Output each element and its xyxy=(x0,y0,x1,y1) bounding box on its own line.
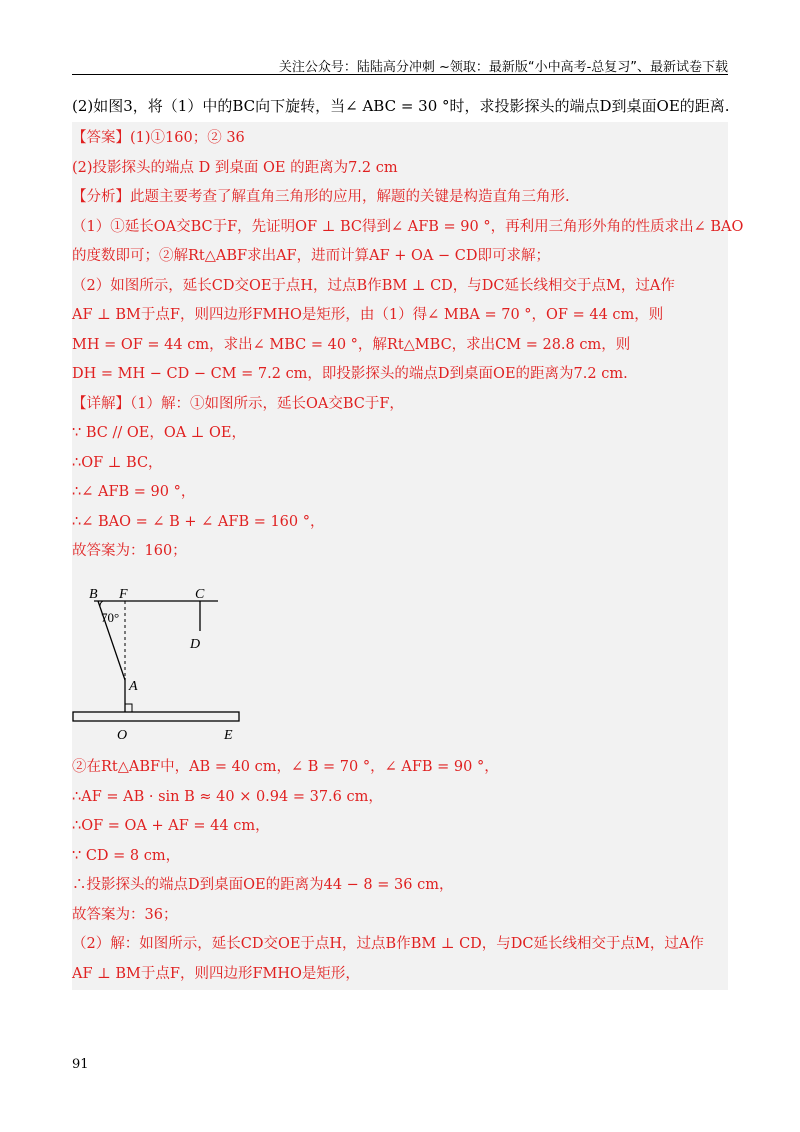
label-D: D xyxy=(190,637,201,652)
solution-line: AF ⊥ BM于点F，则四边形FMHO是矩形，由（1）得∠ MBA = 70 °，OF = 44 cm，则 xyxy=(72,307,664,323)
header-rule xyxy=(72,74,728,75)
solution-line: AF ⊥ BM于点F，则四边形FMHO是矩形， xyxy=(72,965,360,982)
solution-line: DH = MH − CD − CM = 7.2 cm，即投影探头的端点D到桌面OE的距离为7.2 cm. xyxy=(72,366,628,382)
page-number: 91 xyxy=(72,1057,89,1072)
label-F: F xyxy=(119,587,128,602)
solution-line: 故答案为：160； xyxy=(72,543,187,559)
solution-line: 【答案】(1)①160；② 36 xyxy=(72,130,245,146)
solution-line: （2）解：如图所示，延长CD交OE于点H，过点B作BM ⊥ CD，与DC延长线相交于点M，过A作 xyxy=(72,936,704,952)
solution-line: ②在Rt△ABF中，AB = 40 cm，∠ B = 70 °，∠ AFB = 90 °， xyxy=(72,759,499,775)
label-A: A xyxy=(129,679,138,694)
solution-panel xyxy=(72,122,744,990)
solution-line: ∴∠ AFB = 90 °， xyxy=(72,484,196,500)
solution-line: 的度数即可；②解Rt△ABF求出AF，进而计算AF + OA − CD即可求解； xyxy=(72,248,550,264)
page-header: 关注公众号：陆陆高分冲刺 ~领取：最新版“小中高考-总复习”、最新试卷下载 xyxy=(278,60,728,75)
solution-line: （1）①延长OA交BC于F，先证明OF ⊥ BC得到∠ AFB = 90 °，再利用三角形外角的性质求出∠ BAO xyxy=(72,218,744,235)
label-C: C xyxy=(195,587,205,602)
solution-line: ∵ BC // OE，OA ⊥ OE， xyxy=(72,425,246,441)
solution-line: ∴OF = OA + AF = 44 cm， xyxy=(72,818,270,834)
solution-line: ∵ CD = 8 cm， xyxy=(72,847,181,864)
solution-line: ∴投影探头的端点D到桌面OE的距离为44 − 8 = 36 cm， xyxy=(72,877,454,893)
solution-line: ∴∠ BAO = ∠ B + ∠ AFB = 160 °， xyxy=(72,513,325,530)
label-E: E xyxy=(224,728,233,743)
solution-line: 【分析】此题主要考查了解直角三角形的应用，解题的关键是构造直角三角形. xyxy=(72,189,570,205)
solution-line: （2）如图所示，延长CD交OE于点H，过点B作BM ⊥ CD，与DC延长线相交于点M，过A作 xyxy=(72,277,675,294)
solution-line: MH = OF = 44 cm，求出∠ MBC = 40 °，解Rt△MBC，求出CM = 28.8 cm，则 xyxy=(72,336,631,353)
solution-line: (2)投影探头的端点 D 到桌面 OE 的距离为7.2 cm xyxy=(72,159,398,176)
solution-line: ∴OF ⊥ BC， xyxy=(72,454,163,471)
solution-line: 故答案为：36； xyxy=(72,906,178,923)
solution-line: 【详解】（1）解：①如图所示，延长OA交BC于F， xyxy=(72,395,404,412)
label-O: O xyxy=(117,728,128,743)
label-B: B xyxy=(89,587,98,602)
geometry-figure xyxy=(72,580,252,750)
question-text: (2)如图3，将（1）中的BC向下旋转，当∠ ABC = 30 °时，求投影探头的端点D到桌面OE的距离. xyxy=(72,97,730,115)
solution-line: ∴AF = AB · sin B ≈ 40 × 0.94 = 37.6 cm， xyxy=(72,788,383,805)
label-angle: 70° xyxy=(101,610,120,625)
